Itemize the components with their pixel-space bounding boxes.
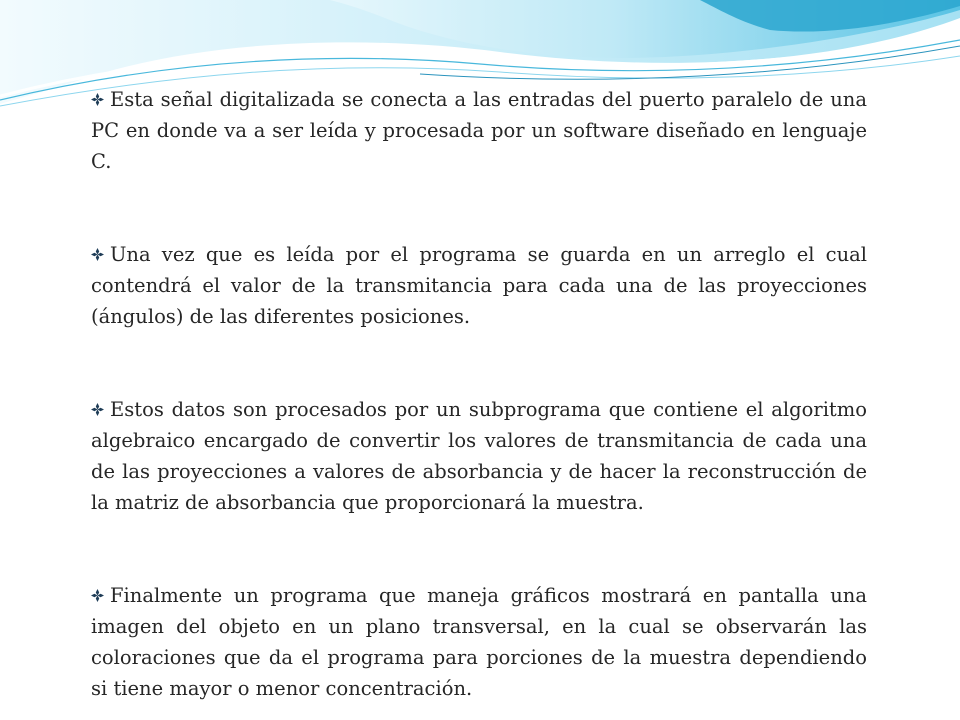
diamond-bullet-icon [91,589,104,602]
diamond-bullet-icon [91,248,104,261]
bullet-item [91,580,867,704]
bullet-item [91,239,867,332]
bullet-text: Finalmente un programa que maneja gráficos mostrará en pantalla una imagen del objeto en un plano transversal, en la cual se observarán las coloraciones que da el programa para porciones de la muestra dependiendo si tiene mayor o menor concentración. [91,584,867,700]
diamond-bullet-icon [91,93,104,106]
bullet-item [91,394,867,518]
slide-body [91,84,867,704]
bullet-text: Esta señal digitalizada se conecta a las entradas del puerto paralelo de una PC en donde va a ser leída y procesada por un software diseñado en lenguaje C. [91,88,867,173]
bullet-text: Estos datos son procesados por un subprograma que contiene el algoritmo algebraico encargado de convertir los valores de transmitancia de cada una de las proyecciones a valores de absorbancia y de hacer la reconstrucción de la matriz de absorbancia que proporcionará la muestra. [91,398,867,514]
diamond-bullet-icon [91,403,104,416]
bullet-item [91,84,867,177]
bullet-text: Una vez que es leída por el programa se guarda en un arreglo el cual contendrá el valor de la transmitancia para cada una de las proyecciones (ángulos) de las diferentes posiciones. [91,243,867,328]
